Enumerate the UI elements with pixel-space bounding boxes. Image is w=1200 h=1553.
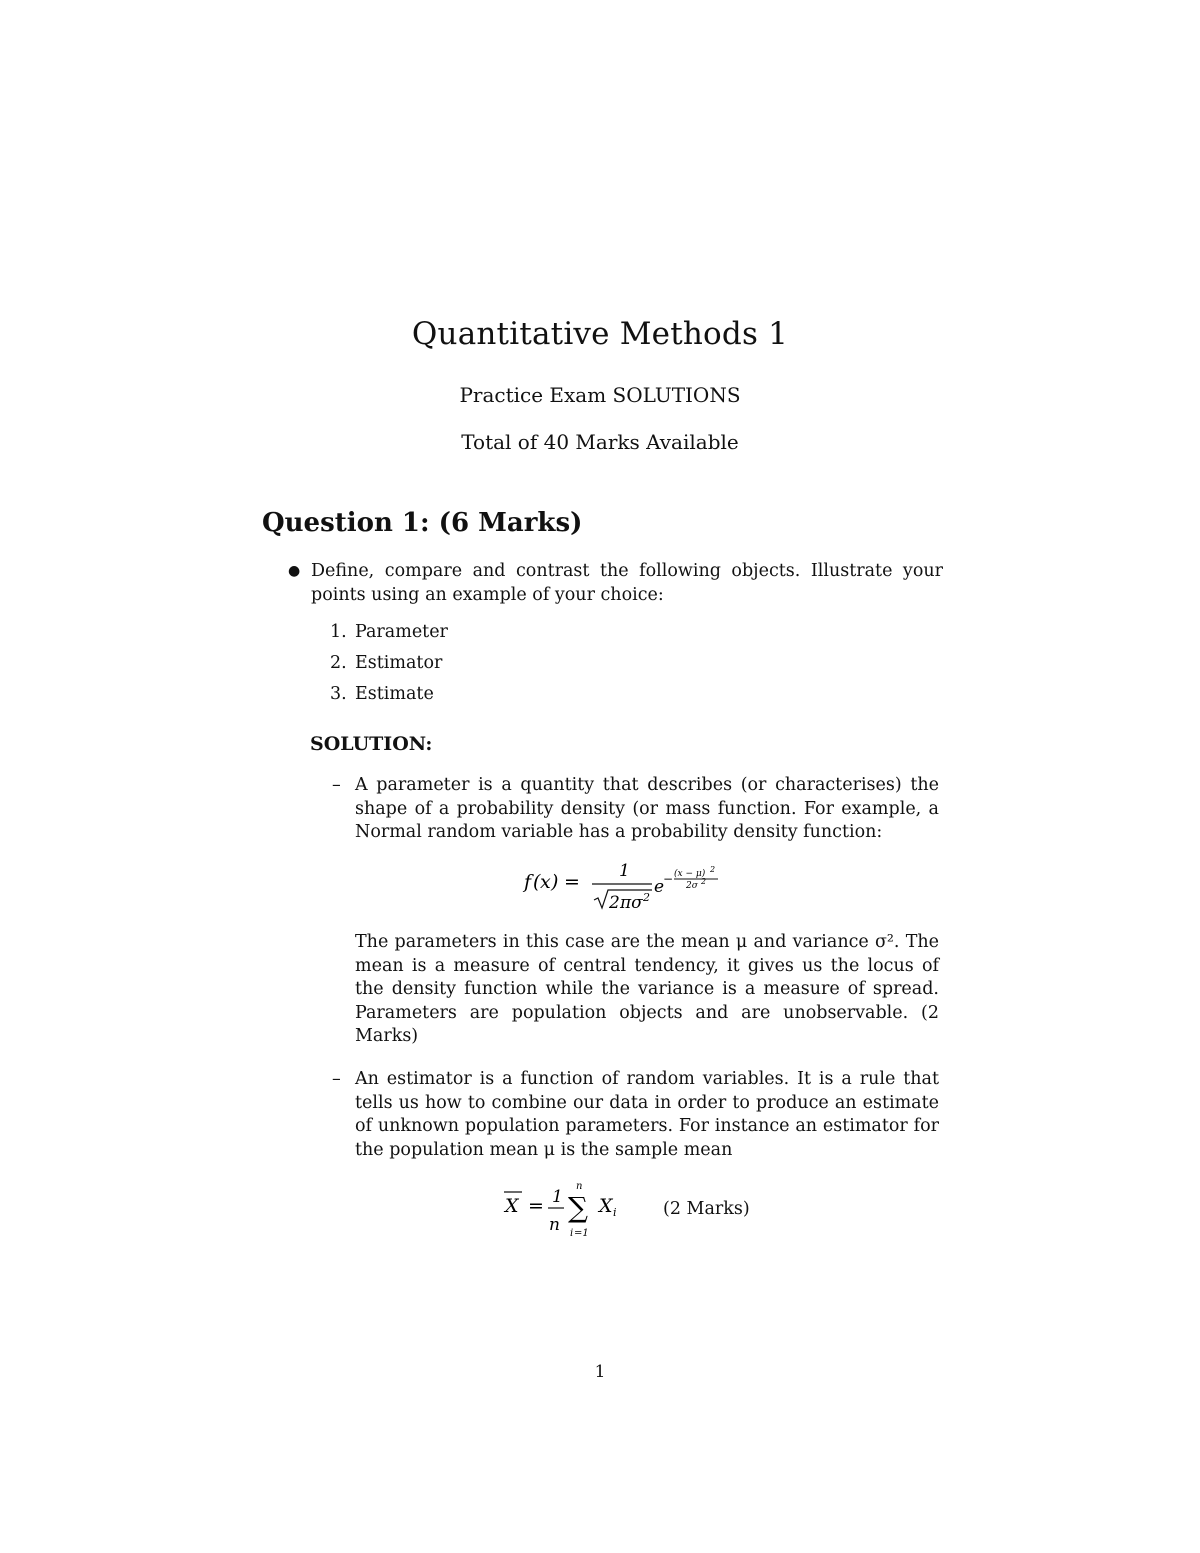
svg-text:n: n xyxy=(576,1181,583,1192)
normal-density-formula xyxy=(520,852,740,916)
list-item-parameter xyxy=(330,621,448,645)
svg-text:1: 1 xyxy=(552,1187,563,1207)
svg-text:i: i xyxy=(613,1206,617,1219)
svg-text:X: X xyxy=(599,1195,613,1217)
svg-text:): ) xyxy=(551,871,559,893)
bullet-marker: ● xyxy=(288,563,301,579)
svg-text:e: e xyxy=(654,877,665,897)
estimator-marks: (2 Marks) xyxy=(663,1199,750,1219)
svg-text:=1: =1 xyxy=(574,1228,589,1239)
svg-text:∑: ∑ xyxy=(568,1191,588,1224)
total-marks-line: Total of 40 Marks Available xyxy=(461,430,739,454)
svg-text:=: = xyxy=(564,871,580,893)
list-item-label: Estimate xyxy=(355,684,434,704)
svg-text:=: = xyxy=(528,1195,544,1217)
list-item-estimate xyxy=(330,683,434,707)
sample-mean-formula xyxy=(500,1178,640,1242)
page-number: 1 xyxy=(594,1362,606,1382)
svg-text:x: x xyxy=(540,871,551,893)
svg-text:πσ: πσ xyxy=(620,893,643,913)
svg-text:(: ( xyxy=(533,871,541,893)
svg-text:2: 2 xyxy=(609,893,620,913)
svg-text:−: − xyxy=(663,872,674,886)
instruction-text: Define, compare and contrast the following objects. Illustrate your points using an example of your choice: xyxy=(311,561,943,605)
svg-text:2: 2 xyxy=(643,891,650,904)
dash-marker: – xyxy=(332,775,341,795)
list-item-label: Parameter xyxy=(355,622,448,642)
list-item-number: 1. xyxy=(330,622,347,642)
question-heading: Question 1: (6 Marks) xyxy=(262,508,583,538)
parameter-explanation-text: The parameters in this case are the mean μ and variance σ². The mean is a measure of central tendency, it gives us the locus of the density function while the variance is a measure of spread. Parameters are population objects and are unobservable. (2 Marks) xyxy=(355,932,939,1046)
list-item-label: Estimator xyxy=(355,653,443,673)
document-subtitle: Practice Exam SOLUTIONS xyxy=(459,383,741,407)
svg-text:X: X xyxy=(505,1195,519,1217)
list-item-number: 3. xyxy=(330,684,347,704)
svg-text:i: i xyxy=(570,1228,574,1239)
dash-marker: – xyxy=(332,1069,341,1089)
parameter-intro-text: A parameter is a quantity that describes (or characterises) the shape of a probability density (or mass function. For example, a Normal random variable has a probability density function: xyxy=(355,775,939,842)
svg-text:f: f xyxy=(524,871,532,893)
svg-text:2: 2 xyxy=(710,865,716,874)
svg-text:1: 1 xyxy=(619,861,630,881)
document-title: Quantitative Methods 1 xyxy=(411,316,789,352)
svg-text:(x − μ): (x − μ) xyxy=(674,869,706,879)
list-item-number: 2. xyxy=(330,653,347,673)
list-item-estimator xyxy=(330,652,442,676)
svg-text:n: n xyxy=(549,1215,560,1235)
estimator-intro-text: An estimator is a function of random variables. It is a rule that tells us how to combine our data in order to produce an estimate of unknown population parameters. For instance an estimator for the population mean μ is the sample mean xyxy=(355,1069,939,1160)
svg-text:2σ: 2σ xyxy=(686,881,698,891)
solution-heading: SOLUTION: xyxy=(310,733,433,755)
svg-text:2: 2 xyxy=(701,877,707,886)
